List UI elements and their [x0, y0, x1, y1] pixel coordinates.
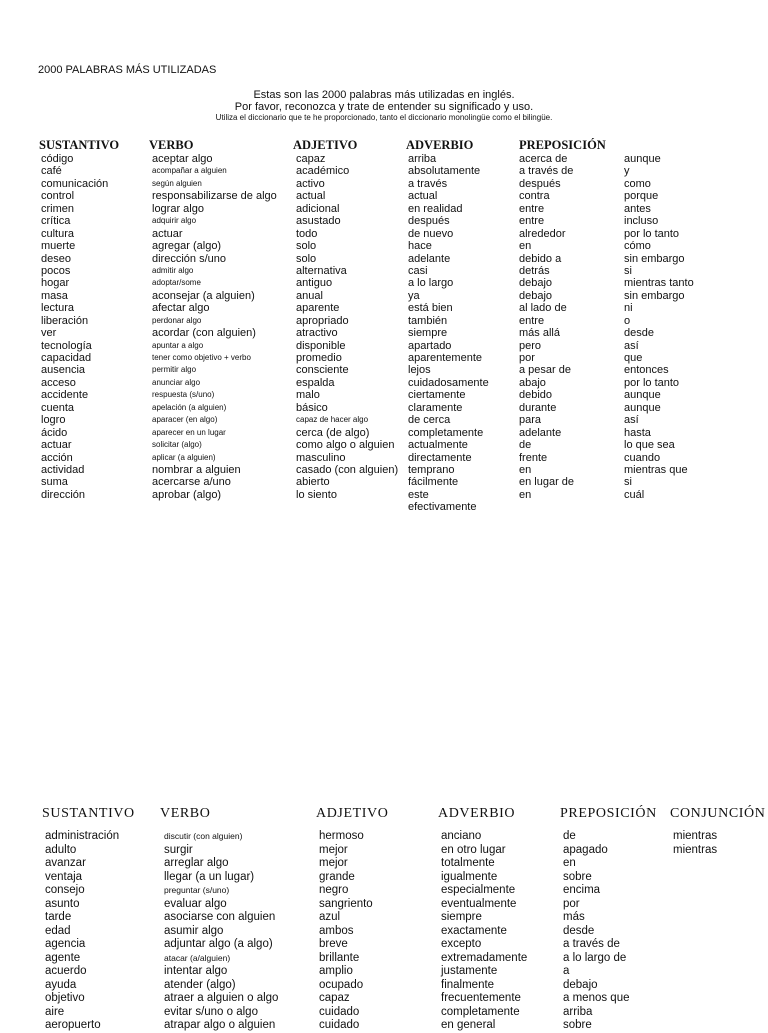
word-entry: aparacer (en algo)	[152, 415, 218, 425]
word-entry: admitir algo	[152, 265, 194, 275]
word-entry: sangriento	[319, 897, 373, 910]
s1-header-preposicion: PREPOSICIÓN	[519, 138, 606, 152]
word-entry: grande	[319, 870, 355, 883]
word-entry: intentar algo	[164, 965, 228, 977]
word-entry: sin embargo	[624, 252, 685, 265]
word-entry: solo	[296, 252, 317, 265]
word-entry: antiguo	[296, 277, 333, 290]
word-entry: por lo tanto	[624, 227, 680, 240]
word-entry: entre	[519, 215, 545, 228]
word-entry: académico	[296, 165, 350, 178]
word-entry: arreglar algo	[164, 857, 229, 869]
word-entry: edad	[45, 924, 71, 937]
s1-column-verbo	[152, 153, 277, 501]
word-entry: igualmente	[441, 870, 498, 883]
s1-header-sustantivo: SUSTANTIVO	[39, 138, 120, 152]
word-entry: detrás	[519, 264, 550, 277]
word-entry: pocos	[41, 264, 71, 277]
word-entry: avanzar	[45, 857, 86, 869]
word-entry: ventaja	[45, 870, 83, 883]
word-entry: anunciar algo	[152, 377, 201, 387]
word-entry: apartado	[408, 339, 452, 352]
intro-line-1: Estas son las 2000 palabras más utilizadas en inglés.	[253, 89, 515, 101]
word-entry: por	[563, 897, 580, 910]
s1-column-adjetivo	[296, 153, 398, 501]
word-entry: cuenta	[41, 401, 75, 414]
word-entry: aunque	[624, 401, 661, 414]
word-entry: masculino	[296, 451, 346, 464]
word-entry: actual	[408, 190, 438, 203]
word-entry: actuar	[41, 439, 72, 452]
word-entry: actualmente	[408, 439, 468, 452]
word-entry: encima	[563, 884, 601, 896]
word-entry: masa	[41, 289, 68, 302]
word-entry: claramente	[408, 401, 463, 414]
word-entry: mientras	[673, 830, 718, 842]
word-entry: aire	[45, 1005, 65, 1018]
word-entry: en otro lugar	[441, 843, 506, 856]
word-entry: adquirir algo	[152, 216, 197, 226]
word-entry: acceso	[41, 376, 76, 389]
word-entry: acerca de	[519, 153, 568, 165]
word-entry: desde	[563, 924, 595, 937]
word-entry: en realidad	[408, 202, 463, 215]
word-entry: arriba	[563, 1005, 593, 1018]
intro-line-2: Por favor, reconozca y trate de entender su significado y uso.	[234, 101, 534, 113]
word-entry: de cerca	[408, 414, 451, 427]
word-entry: después	[519, 177, 561, 190]
word-entry: pero	[519, 339, 542, 352]
word-entry: en	[519, 463, 532, 476]
word-entry: en	[519, 488, 532, 501]
word-entry: crítica	[41, 215, 71, 228]
s2-header-preposicion: PREPOSICIÓN	[560, 806, 657, 821]
word-entry: objetivo	[45, 992, 85, 1004]
word-entry: ver	[41, 327, 57, 340]
word-entry: dirección s/uno	[152, 252, 226, 265]
word-entry: al lado de	[519, 302, 567, 315]
word-entry: deseo	[41, 252, 71, 265]
word-entry: anciano	[441, 830, 482, 842]
word-entry: durante	[519, 401, 557, 414]
word-entry: debido a	[519, 252, 562, 265]
word-entry: alrededor	[519, 227, 566, 240]
word-entry: anual	[296, 289, 323, 302]
word-entry: adelante	[519, 426, 562, 439]
word-entry: preguntar (s/uno)	[164, 885, 230, 895]
word-entry: tener como objetivo + verbo	[152, 353, 251, 362]
word-entry: contra	[519, 190, 550, 203]
word-entry: debajo	[563, 978, 598, 991]
word-entry: aparente	[296, 302, 340, 315]
word-entry: ayuda	[45, 978, 77, 991]
s1-header-verbo: VERBO	[149, 138, 194, 152]
word-entry: más allá	[519, 327, 560, 340]
word-entry: cómo	[624, 240, 651, 253]
word-entry: negro	[319, 884, 349, 896]
word-entry: antes	[624, 202, 651, 215]
word-entry: mientras	[673, 843, 718, 856]
word-entry: debido	[519, 389, 553, 402]
word-entry: cuidado	[319, 1019, 360, 1031]
word-entry: siempre	[441, 911, 482, 923]
word-entry: o	[624, 314, 631, 327]
word-entry: de nuevo	[408, 227, 454, 240]
word-entry: especialmente	[441, 884, 516, 896]
word-entry: asumir algo	[164, 924, 224, 937]
word-entry: acompañar a alguien	[152, 166, 227, 176]
word-entry: suma	[41, 476, 68, 489]
word-entry: actuar	[152, 227, 183, 240]
word-entry: a través	[408, 177, 448, 190]
word-entry: como algo o alguien	[296, 439, 395, 452]
word-entry: lo siento	[296, 488, 337, 501]
word-entry: casi	[408, 264, 428, 277]
word-entry: atacar (a/alguien)	[164, 952, 231, 963]
word-entry: adoptar/some	[152, 278, 201, 288]
word-entry: mejor	[319, 843, 348, 856]
word-entry: apelación (a alguien)	[152, 402, 227, 412]
word-entry: más	[563, 911, 585, 923]
word-entry: cuidado	[319, 1005, 360, 1018]
word-entry: sobre	[563, 1019, 592, 1031]
word-entry: a lo largo	[408, 277, 454, 290]
word-entry: está bien	[408, 302, 453, 315]
word-entry: fácilmente	[408, 476, 459, 489]
word-entry: tarde	[45, 911, 72, 923]
word-entry: desde	[624, 327, 654, 340]
word-entry: frecuentemente	[441, 992, 521, 1004]
word-entry: exactamente	[441, 924, 507, 937]
word-entry: hace	[408, 240, 432, 253]
word-entry: ácido	[41, 426, 68, 439]
word-entry: consciente	[296, 364, 349, 377]
word-entry: hermoso	[319, 830, 364, 842]
word-entry: control	[41, 190, 75, 203]
word-entry: perdonar algo	[152, 315, 202, 325]
s2-column-sustantivo	[45, 830, 119, 1033]
s2-column-preposicion	[563, 830, 630, 1033]
word-entry: comunicación	[41, 177, 109, 190]
word-entry: logro	[41, 414, 66, 427]
word-entry: hasta	[624, 426, 651, 439]
word-entry: hogar	[41, 277, 70, 290]
word-entry: totalmente	[441, 857, 495, 869]
s1-column-conjuncion	[624, 153, 694, 501]
word-entry: así	[624, 414, 639, 427]
word-entry: a pesar de	[519, 364, 571, 377]
word-entry: casado (con alguien)	[296, 463, 399, 476]
word-entry: completamente	[441, 1005, 520, 1018]
s2-column-adjetivo	[319, 830, 373, 1033]
word-entry: capaz	[319, 992, 350, 1004]
s2-column-conjuncion	[673, 830, 717, 857]
word-entry: ocupado	[319, 978, 364, 991]
word-entry: malo	[296, 389, 320, 402]
word-entry: adjuntar algo (a algo)	[164, 938, 273, 950]
word-entry: a través de	[519, 165, 574, 178]
word-entry: código	[41, 153, 74, 165]
word-entry: azul	[319, 911, 341, 923]
word-entry: como	[624, 177, 651, 190]
word-entry: en	[563, 857, 576, 869]
word-entry: asociarse con alguien	[164, 911, 276, 923]
word-entry: apagado	[563, 843, 608, 856]
word-entry: atender (algo)	[164, 978, 236, 991]
word-entry: porque	[624, 190, 659, 203]
word-entry: debajo	[519, 289, 553, 302]
word-entry: disponible	[296, 339, 346, 352]
word-entry: completamente	[408, 426, 484, 439]
word-entry: asustado	[296, 215, 341, 228]
word-entry: todo	[296, 227, 318, 240]
intro-line-3: Utiliza el diccionario que te he proporcionado, tanto el diccionario monolingüe como el bilingüe.	[215, 113, 553, 122]
word-entry: atraer a alguien o algo	[164, 992, 279, 1004]
word-entry: afectar algo	[152, 302, 210, 315]
s2-header-adverbio: ADVERBIO	[438, 806, 516, 821]
word-entry: aparentemente	[408, 352, 482, 364]
word-entry: ciertamente	[408, 389, 466, 402]
s1-header-adverbio: ADVERBIO	[406, 138, 474, 152]
word-entry: entre	[519, 202, 545, 215]
word-entry: lograr algo	[152, 202, 204, 215]
word-entry: para	[519, 414, 542, 427]
s1-column-adverbio	[408, 153, 489, 514]
word-entry: de	[563, 830, 576, 842]
word-entry: muerte	[41, 240, 76, 253]
word-entry: abajo	[519, 376, 546, 389]
word-entry: solicitar (algo)	[152, 440, 202, 450]
word-entry: actividad	[41, 463, 85, 476]
word-entry: mientras que	[624, 463, 688, 476]
word-entry: absolutamente	[408, 165, 481, 178]
s2-header-conjuncion: CONJUNCIÓN	[670, 806, 766, 821]
word-entry: incluso	[624, 215, 659, 228]
word-entry: aconsejar (a alguien)	[152, 289, 255, 302]
word-entry: aunque	[624, 389, 661, 402]
word-entry: agencia	[45, 938, 86, 950]
word-entry: atractivo	[296, 327, 338, 340]
word-entry: evitar s/uno o algo	[164, 1005, 258, 1018]
word-entry: a menos que	[563, 992, 630, 1004]
s2-header-adjetivo: ADJETIVO	[316, 806, 389, 821]
s2-column-adverbio	[441, 830, 527, 1033]
word-entry: capaz	[296, 153, 326, 165]
word-entry: consejo	[45, 884, 85, 896]
word-entry: abierto	[296, 476, 330, 489]
word-entry: frente	[519, 451, 548, 464]
word-entry: ya	[408, 289, 420, 302]
word-entry: lejos	[408, 364, 431, 377]
word-entry: según alguien	[152, 178, 202, 188]
s1-header-adjetivo: ADJETIVO	[293, 138, 358, 152]
word-entry: en	[519, 240, 532, 253]
word-entry: sin embargo	[624, 289, 685, 302]
word-entry: por	[519, 352, 535, 364]
word-entry: lo que sea	[624, 439, 675, 452]
word-entry: responsabilizarse de algo	[152, 190, 277, 203]
word-entry: respuesta (s/uno)	[152, 390, 215, 400]
word-entry: ambos	[319, 924, 354, 937]
word-entry: adelante	[408, 252, 451, 265]
word-entry: adulto	[45, 843, 77, 856]
word-entry: eventualmente	[441, 897, 517, 910]
word-entry: tecnología	[41, 339, 92, 352]
word-entry: lectura	[41, 302, 75, 315]
word-entry: promedio	[296, 352, 342, 364]
word-entry: café	[41, 165, 62, 178]
word-entry: actual	[296, 190, 326, 203]
word-entry: si	[624, 264, 632, 277]
word-entry: liberación	[41, 314, 89, 327]
word-entry: apropriado	[296, 314, 349, 327]
word-entry: ni	[624, 302, 633, 315]
word-entry: amplio	[319, 965, 353, 977]
word-entry: a lo largo de	[563, 951, 627, 964]
word-entry: en general	[441, 1019, 496, 1031]
word-entry: extremadamente	[441, 951, 528, 964]
word-entry: después	[408, 215, 450, 228]
word-entry: cultura	[41, 227, 75, 240]
word-entry: excepto	[441, 938, 482, 950]
word-entry: agente	[45, 951, 81, 964]
word-entry: evaluar algo	[164, 897, 227, 910]
word-entry: en lugar de	[519, 476, 575, 489]
word-entry: ausencia	[41, 364, 86, 377]
word-entry: finalmente	[441, 978, 495, 991]
word-entry: alternativa	[296, 264, 347, 277]
word-entry: capacidad	[41, 352, 92, 364]
word-entry: mejor	[319, 857, 348, 869]
word-entry: directamente	[408, 451, 472, 464]
word-entry: accidente	[41, 389, 89, 402]
word-entry: asunto	[45, 897, 80, 910]
word-entry: brillante	[319, 951, 360, 964]
word-entry: administración	[45, 830, 120, 842]
word-entry: siempre	[408, 327, 448, 340]
word-entry: nombrar a alguien	[152, 463, 241, 476]
word-entry: entonces	[624, 364, 669, 377]
word-entry: cuidadosamente	[408, 376, 489, 389]
word-entry: cuando	[624, 451, 661, 464]
word-entry: aunque	[624, 153, 661, 165]
document-title: 2000 PALABRAS MÁS UTILIZADAS	[38, 64, 217, 76]
word-entry: si	[624, 476, 632, 489]
word-entry: este	[408, 488, 429, 501]
word-entry: llegar (a un lugar)	[164, 870, 255, 883]
word-entry: aeropuerto	[45, 1019, 101, 1031]
word-entry: arriba	[408, 153, 437, 165]
word-entry: acuerdo	[45, 965, 87, 977]
s2-header-sustantivo: SUSTANTIVO	[42, 806, 135, 821]
word-entry: breve	[319, 938, 348, 950]
word-entry: aplicar (a alguien)	[152, 452, 216, 462]
word-entry: cuál	[624, 488, 645, 501]
s1-column-preposicion	[519, 153, 574, 501]
word-entry: a	[563, 965, 570, 977]
word-entry: y	[624, 165, 630, 178]
word-entry: entre	[519, 314, 545, 327]
word-entry: justamente	[441, 965, 498, 977]
word-entry: aceptar algo	[152, 153, 213, 165]
word-entry: básico	[296, 401, 328, 414]
word-entry: atrapar algo o alguien	[164, 1019, 276, 1031]
word-entry: que	[624, 352, 643, 364]
word-entry: activo	[296, 177, 325, 190]
word-entry: acercarse a/uno	[152, 476, 231, 489]
word-entry: apuntar a algo	[152, 340, 204, 350]
word-entry: a través de	[563, 938, 620, 950]
s1-column-sustantivo	[41, 153, 108, 501]
word-entry: así	[624, 339, 639, 352]
word-entry: temprano	[408, 463, 455, 476]
word-entry: solo	[296, 240, 317, 253]
word-entry: efectivamente	[408, 501, 477, 514]
word-entry: sobre	[563, 870, 592, 883]
word-entry: cerca (de algo)	[296, 426, 370, 439]
word-entry: también	[408, 314, 448, 327]
word-entry: debajo	[519, 277, 553, 290]
word-entry: dirección	[41, 488, 86, 501]
word-entry: aparecer en un lugar	[152, 427, 226, 437]
word-entry: surgir	[164, 843, 193, 856]
s2-header-verbo: VERBO	[160, 806, 211, 821]
word-entry: crimen	[41, 202, 75, 215]
word-entry: de	[519, 439, 532, 452]
s2-column-verbo	[164, 830, 278, 1033]
word-entry: agregar (algo)	[152, 240, 222, 253]
word-entry: mientras tanto	[624, 277, 694, 290]
word-entry: permitir algo	[152, 365, 197, 375]
word-entry: espalda	[296, 376, 335, 389]
word-entry: adicional	[296, 202, 340, 215]
word-entry: acordar (con alguien)	[152, 327, 256, 340]
word-entry: capaz de hacer algo	[296, 415, 369, 425]
word-entry: aprobar (algo)	[152, 488, 222, 501]
word-entry: acción	[41, 451, 73, 464]
word-entry: por lo tanto	[624, 376, 680, 389]
word-entry: discutir (con alguien)	[164, 831, 243, 841]
